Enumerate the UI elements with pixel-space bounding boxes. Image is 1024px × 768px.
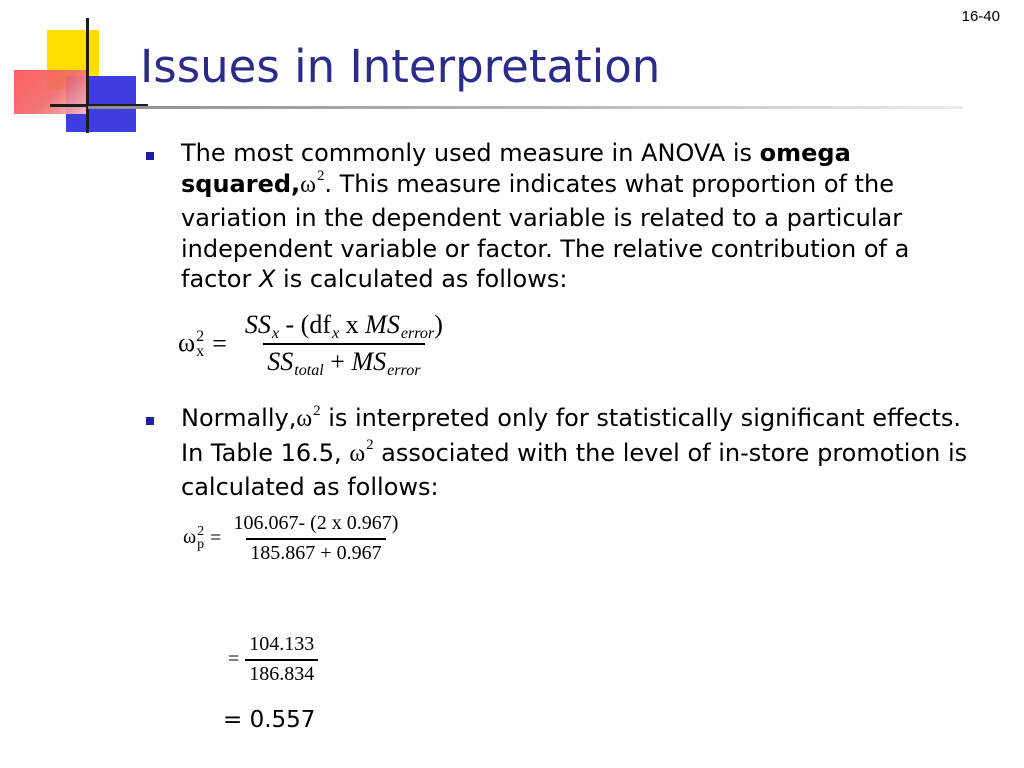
logo-red-square <box>14 70 86 114</box>
omega-symbol: $\omega^2$ <box>296 402 321 432</box>
final-result: = 0.557 <box>223 707 316 733</box>
title-underline <box>88 106 963 109</box>
bullet-1-text-part: is calculated as follows: <box>275 265 568 293</box>
bullet-2-text-part: Normally, <box>181 404 297 432</box>
bullet-2-text-part: is interpreted only for statistically significant effects. In Table 16.5, <box>181 404 962 467</box>
factor-x: X <box>258 265 276 293</box>
bullet-1-text-part: . This measure indicates what proportion of the variation in the dependent variable is related to a particular independent variable or factor. The relative contribution of a factor <box>181 169 910 293</box>
formula-denominator: SStotal + MSerror <box>263 343 424 377</box>
formula-numerator: 106.067- (2 x 0.967) <box>233 512 399 534</box>
formula-lhs: ω 2 p <box>183 523 205 552</box>
bullet-marker-2 <box>146 417 154 425</box>
formula-numerator: SSx - (dfx x MSerror) <box>244 310 443 343</box>
bullet-1-text <box>181 138 981 295</box>
formula-lhs: ω 2 x <box>178 327 205 360</box>
omega-p-formula <box>183 512 402 565</box>
bullet-marker-1 <box>146 152 154 160</box>
omega-x-formula <box>178 310 447 380</box>
slide-number: 16-40 <box>961 8 1000 25</box>
equals-sign: = <box>210 527 222 549</box>
formula-fraction <box>245 633 318 686</box>
formula-denominator: 185.867 + 0.967 <box>246 538 385 565</box>
bullet-1-text-part: The most commonly used measure in ANOVA is <box>181 139 760 167</box>
formula-fraction <box>229 512 402 565</box>
equals-sign: = <box>212 328 227 358</box>
formula-denominator: 186.834 <box>245 659 318 686</box>
omega-symbol: $\omega^2$ <box>349 437 374 467</box>
slide-title: Issues in Interpretation <box>140 40 661 93</box>
bullet-2-text-part: associated with the level of in-store promotion is calculated as follows: <box>181 438 968 501</box>
fraction-result-formula <box>228 633 318 686</box>
formula-fraction <box>241 310 447 380</box>
formula-numerator: 104.133 <box>249 633 315 655</box>
equals-sign: = <box>228 648 240 670</box>
logo-vertical-line <box>86 18 89 133</box>
bullet-2-text <box>181 403 981 503</box>
omega-symbol: $\omega^2$ <box>300 168 325 198</box>
omega-squared-term: omega squared, <box>181 139 851 198</box>
